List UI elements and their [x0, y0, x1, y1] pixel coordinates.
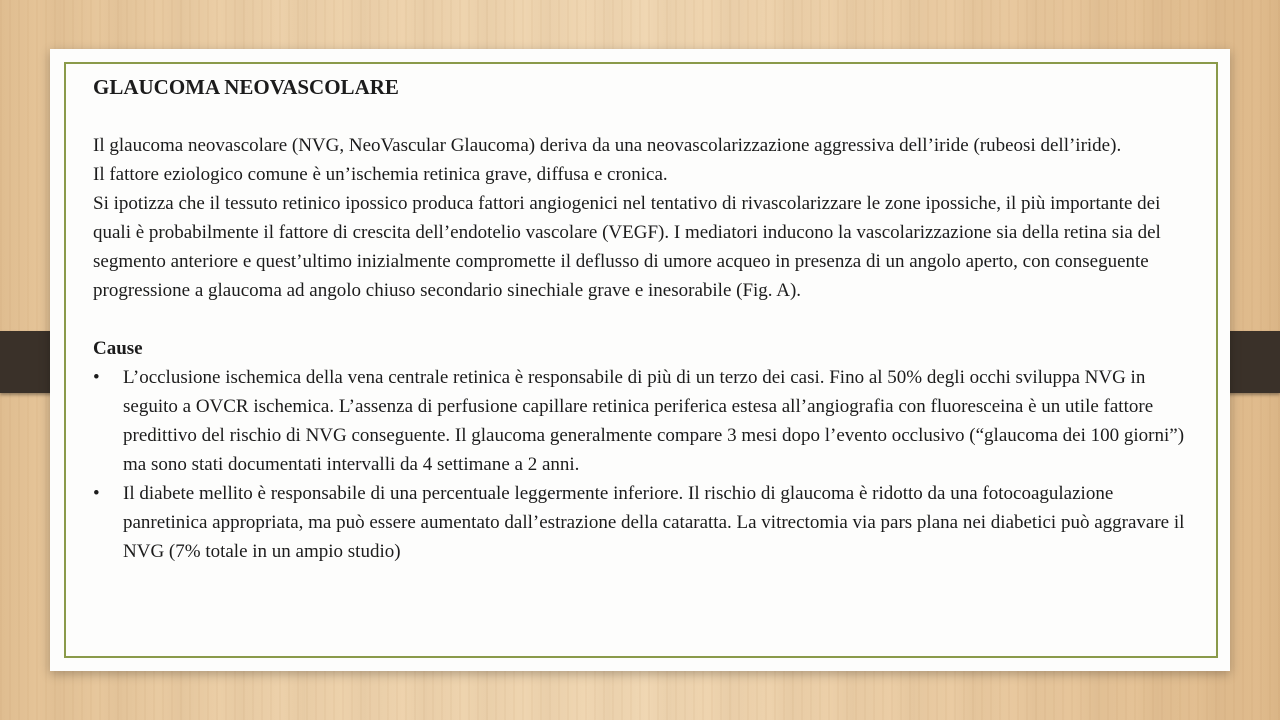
slide-title: GLAUCOMA NEOVASCOLARE — [93, 75, 399, 99]
list-item — [93, 479, 1193, 566]
paragraph-mechanism: Si ipotizza che il tessuto retinico ipossico produca fattori angiogenici nel tentativo di rivascolarizzare le zone ipossiche, il più importante dei quali è probabilmente il fattore di crescita dell’endotelio vascolare (VEGF). I mediatori inducono la vascolarizzazione sia della retina sia del segmento anteriore e quest’ultimo inizialmente compromette il deflusso di umore acqueo in presenza di un angolo aperto, con conseguente progressione a glaucoma ad angolo chiuso secondario sinechiale grave e inesorabile (Fig. A). — [93, 193, 1161, 301]
cause-text-diabetes: Il diabete mellito è responsabile di una percentuale leggermente inferiore. Il rischio di glaucoma è ridotto da una fotocoagulazione panretinica appropriata, ma può essere aumentato dall’estrazione della cataratta. La vitrectomia via pars plana nei diabetici può aggravare il NVG (7% totale in un ampio studio) — [123, 483, 1185, 562]
bullet-icon: • — [93, 483, 100, 504]
intro-paragraphs — [93, 131, 1193, 305]
causes-list — [93, 363, 1193, 566]
paragraph-definition: Il glaucoma neovascolare (NVG, NeoVascular Glaucoma) deriva da una neovascolarizzazione aggressiva dell’iride (rubeosi dell’iride). — [93, 135, 1122, 156]
list-item — [93, 363, 1193, 479]
slide-content — [93, 73, 1193, 566]
bullet-icon: • — [93, 367, 100, 388]
causes-heading: Cause — [93, 338, 143, 359]
slide-paper — [50, 49, 1230, 671]
paragraph-etiology: Il fattore eziologico comune è un’ischemia retinica grave, diffusa e cronica. — [93, 164, 668, 185]
cause-text-retinal-vein: L’occlusione ischemica della vena centrale retinica è responsabile di più di un terzo dei casi. Fino al 50% degli occhi sviluppa NVG in seguito a OVCR ischemica. L’assenza di perfusione capillare retinica periferica estesa all’angiografia con fluoresceina è un utile fattore predittivo del rischio di NVG conseguente. Il glaucoma generalmente compare 3 mesi dopo l’evento occlusivo (“glaucoma dei 100 giorni”) ma sono stati documentati intervalli da 4 settimane a 2 anni. — [123, 367, 1185, 475]
